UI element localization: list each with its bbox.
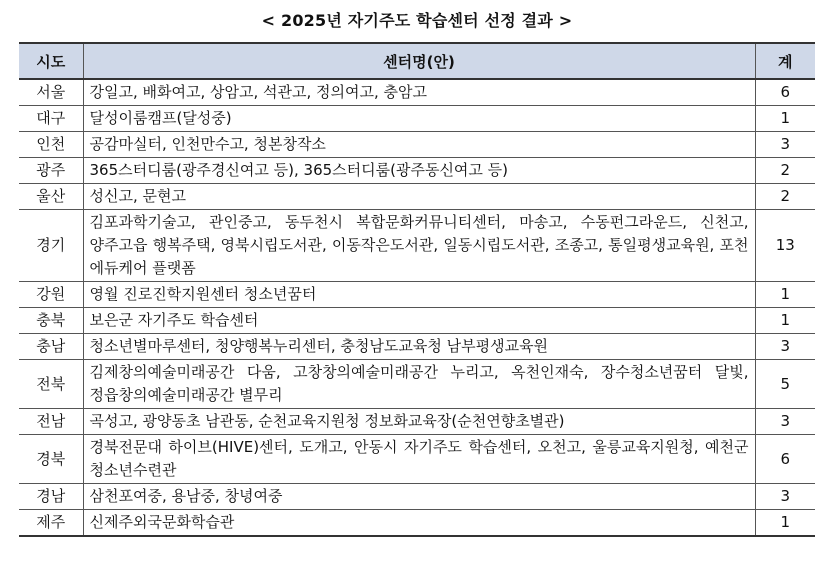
header-centers: 센터명(안) <box>83 43 755 79</box>
centers-cell: 김제창의예술미래공간 다움, 고창창의예술미래공간 누리고, 옥천인재숙, 장수청소년꿈터 달빛, 정읍창의예술미래공간 별무리 <box>83 360 755 409</box>
table-row <box>19 510 815 537</box>
centers-cell: 곡성고, 광양동초 남관동, 순천교육지원청 정보화교육장(순천연향초별관) <box>83 409 755 435</box>
count-cell: 6 <box>755 79 815 106</box>
region-cell: 인천 <box>19 132 83 158</box>
table-row <box>19 435 815 484</box>
region-cell: 충남 <box>19 334 83 360</box>
selection-results-table <box>19 42 815 537</box>
count-cell: 6 <box>755 435 815 484</box>
centers-cell: 강일고, 배화여고, 상암고, 석관고, 정의여고, 충암고 <box>83 79 755 106</box>
count-cell: 3 <box>755 334 815 360</box>
count-cell: 1 <box>755 510 815 537</box>
centers-cell: 성신고, 문현고 <box>83 184 755 210</box>
table-row <box>19 282 815 308</box>
table-row <box>19 210 815 282</box>
table-row <box>19 106 815 132</box>
region-cell: 대구 <box>19 106 83 132</box>
centers-cell: 달성이룸캠프(달성중) <box>83 106 755 132</box>
region-cell: 전남 <box>19 409 83 435</box>
centers-cell: 보은군 자기주도 학습센터 <box>83 308 755 334</box>
count-cell: 1 <box>755 282 815 308</box>
count-cell: 1 <box>755 106 815 132</box>
region-cell: 광주 <box>19 158 83 184</box>
centers-cell: 신제주외국문화학습관 <box>83 510 755 537</box>
centers-cell: 365스터디룸(광주경신여고 등), 365스터디룸(광주동신여고 등) <box>83 158 755 184</box>
count-cell: 3 <box>755 409 815 435</box>
region-cell: 전북 <box>19 360 83 409</box>
count-cell: 1 <box>755 308 815 334</box>
header-count: 계 <box>755 43 815 79</box>
region-cell: 경남 <box>19 484 83 510</box>
centers-cell: 영월 진로진학지원센터 청소년꿈터 <box>83 282 755 308</box>
centers-cell: 공감마실터, 인천만수고, 청본창작소 <box>83 132 755 158</box>
centers-cell: 김포과학기술고, 관인중고, 동두천시 복합문화커뮤니티센터, 마송고, 수동펀그라운드, 신천고, 양주고읍 행복주택, 영북시립도서관, 이동작은도서관, 일동시립도서관, 조종고, 통일평생교육원, 포천 에듀케어 플랫폼 <box>83 210 755 282</box>
table-row <box>19 308 815 334</box>
count-cell: 2 <box>755 158 815 184</box>
table-row <box>19 409 815 435</box>
region-cell: 충북 <box>19 308 83 334</box>
table-row <box>19 184 815 210</box>
table-row <box>19 158 815 184</box>
table-row <box>19 484 815 510</box>
table-row <box>19 79 815 106</box>
count-cell: 13 <box>755 210 815 282</box>
table-row <box>19 360 815 409</box>
count-cell: 2 <box>755 184 815 210</box>
region-cell: 서울 <box>19 79 83 106</box>
count-cell: 3 <box>755 132 815 158</box>
table-header-row <box>19 43 815 79</box>
region-cell: 강원 <box>19 282 83 308</box>
centers-cell: 청소년별마루센터, 청양행복누리센터, 충청남도교육청 남부평생교육원 <box>83 334 755 360</box>
region-cell: 경북 <box>19 435 83 484</box>
header-region: 시도 <box>19 43 83 79</box>
region-cell: 경기 <box>19 210 83 282</box>
centers-cell: 경북전문대 하이브(HIVE)센터, 도개고, 안동시 자기주도 학습센터, 오천고, 울릉교육지원청, 예천군 청소년수련관 <box>83 435 755 484</box>
region-cell: 울산 <box>19 184 83 210</box>
count-cell: 3 <box>755 484 815 510</box>
region-cell: 제주 <box>19 510 83 537</box>
table-row <box>19 334 815 360</box>
page-title: < 2025년 자기주도 학습센터 선정 결과 > <box>261 11 573 30</box>
count-cell: 5 <box>755 360 815 409</box>
centers-cell: 삼천포여중, 용남중, 창녕여중 <box>83 484 755 510</box>
table-row <box>19 132 815 158</box>
